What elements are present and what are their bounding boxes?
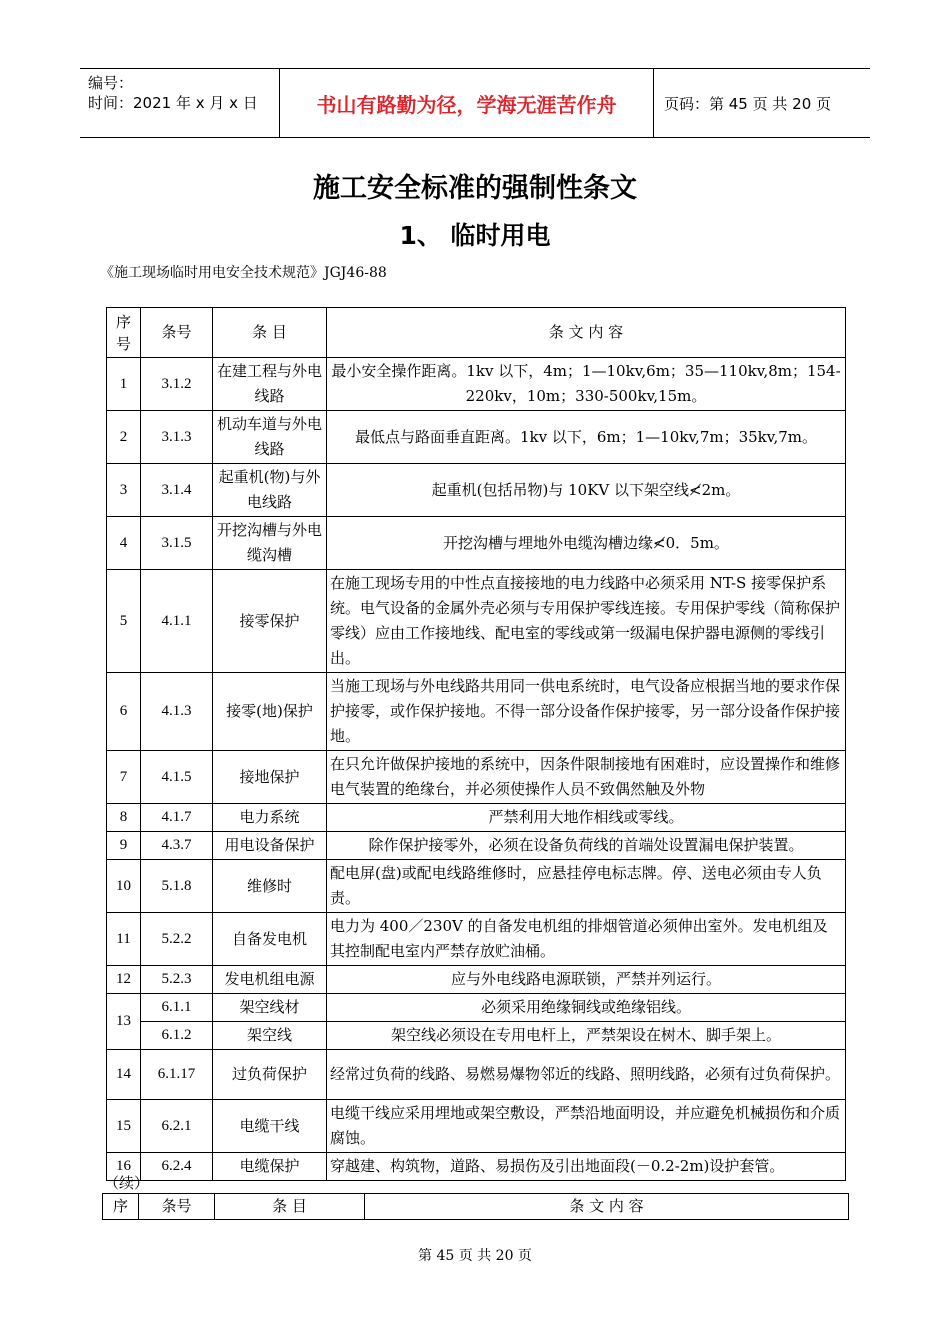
page-header [80, 68, 870, 138]
row-clause: 3.1.2 [141, 358, 213, 411]
row-content: 最低点与路面垂直距离。1kv 以下，6m；1—10kv,7m；35kv,7m。 [327, 411, 846, 464]
row-content: 电缆干线应采用埋地或架空敷设，严禁沿地面明设，并应避免机械损伤和介质腐蚀。 [327, 1100, 846, 1153]
row-seq: 1 [107, 358, 141, 411]
table-row [107, 860, 846, 913]
row-item: 起重机(物)与外电线路 [213, 464, 327, 517]
row-item: 电力系统 [213, 804, 327, 832]
row-item: 过负荷保护 [213, 1050, 327, 1100]
row-seq: 7 [107, 751, 141, 804]
row-item: 架空线 [213, 1022, 327, 1050]
table-row [107, 1100, 846, 1153]
table-row [107, 1050, 846, 1100]
clauses-table [106, 307, 846, 1181]
row-clause: 5.1.8 [141, 860, 213, 913]
header-motto: 书山有路勤为径，学海无涯苦作舟 [280, 69, 654, 137]
row-seq: 5 [107, 570, 141, 673]
header-content: 条 文 内 容 [327, 308, 846, 358]
continued-header-row [103, 1194, 849, 1220]
header-seq: 序号 [107, 308, 141, 358]
row-content: 当施工现场与外电线路共用同一供电系统时，电气设备应根据当地的要求作保护接零，或作保护接地。不得一部分设备作保护接零，另一部分设备作保护接地。 [327, 673, 846, 751]
row-item: 电缆干线 [213, 1100, 327, 1153]
continued-label: （续） [104, 1174, 150, 1192]
row-item: 电缆保护 [213, 1153, 327, 1181]
row-content: 必须采用绝缘铜线或绝缘铝线。 [327, 994, 846, 1022]
row-clause: 3.1.5 [141, 517, 213, 570]
table-row [107, 913, 846, 966]
row-seq: 9 [107, 832, 141, 860]
table-row [107, 804, 846, 832]
reference-standard: 《施工现场临时用电安全技术规范》JGJ46-88 [100, 265, 387, 281]
row-content: 配电屏(盘)或配电线路维修时，应悬挂停电标志牌。停、送电必须由专人负责。 [327, 860, 846, 913]
header-meta [80, 69, 280, 137]
row-seq: 6 [107, 673, 141, 751]
row-clause: 4.3.7 [141, 832, 213, 860]
row-seq: 11 [107, 913, 141, 966]
cont-header-item: 条 目 [215, 1194, 365, 1220]
row-item: 机动车道与外电线路 [213, 411, 327, 464]
row-seq: 16 [107, 1153, 141, 1181]
row-item: 接零(地)保护 [213, 673, 327, 751]
header-clause: 条号 [141, 308, 213, 358]
row-item: 接零保护 [213, 570, 327, 673]
row-seq: 3 [107, 464, 141, 517]
row-clause: 6.2.4 [141, 1153, 213, 1181]
row-clause: 6.1.1 [141, 994, 213, 1022]
row-item: 开挖沟槽与外电缆沟槽 [213, 517, 327, 570]
row-clause: 4.1.7 [141, 804, 213, 832]
row-clause: 4.1.1 [141, 570, 213, 673]
row-content: 开挖沟槽与埋地外电缆沟槽边缘≮0．5m。 [327, 517, 846, 570]
row-clause: 3.1.4 [141, 464, 213, 517]
table-row [107, 570, 846, 673]
row-seq: 10 [107, 860, 141, 913]
cont-header-seq: 序 [103, 1194, 139, 1220]
row-item: 用电设备保护 [213, 832, 327, 860]
table-row [107, 966, 846, 994]
table-row [107, 1153, 846, 1181]
document-number-label: 编号： [88, 74, 134, 92]
table-row [107, 464, 846, 517]
document-title: 施工安全标准的强制性条文 [313, 173, 637, 204]
cont-header-clause: 条号 [139, 1194, 215, 1220]
table-row [107, 832, 846, 860]
row-content: 架空线必须设在专用电杆上，严禁架设在树木、脚手架上。 [327, 1022, 846, 1050]
row-seq: 15 [107, 1100, 141, 1153]
row-item: 在建工程与外电线路 [213, 358, 327, 411]
header-page-info: 页码：第 45 页 共 20 页 [664, 94, 832, 113]
page-footer: 第 45 页 共 20 页 [418, 1248, 532, 1264]
row-content: 在只允许做保护接地的系统中，因条件限制接地有困难时，应设置操作和维修电气装置的绝缘台，并必须使操作人员不致偶然触及外物 [327, 751, 846, 804]
table-row [107, 358, 846, 411]
row-clause: 4.1.5 [141, 751, 213, 804]
row-item: 架空线材 [213, 994, 327, 1022]
row-content: 穿越建、构筑物，道路、易损伤及引出地面段(－0.2-2m)设护套管。 [327, 1153, 846, 1181]
row-seq: 2 [107, 411, 141, 464]
row-seq: 12 [107, 966, 141, 994]
row-clause: 5.2.3 [141, 966, 213, 994]
table-row [107, 1022, 846, 1050]
row-content: 严禁利用大地作相线或零线。 [327, 804, 846, 832]
row-clause: 6.2.1 [141, 1100, 213, 1153]
row-content: 最小安全操作距离。1kv 以下，4m；1—10kv,6m；35—110kv,8m；154-220kv，10m；330-500kv,15m。 [327, 358, 846, 411]
cont-header-content: 条 文 内 容 [365, 1194, 849, 1220]
row-clause: 5.2.2 [141, 913, 213, 966]
row-content: 应与外电线路电源联锁，严禁并列运行。 [327, 966, 846, 994]
table-row [107, 751, 846, 804]
row-item: 接地保护 [213, 751, 327, 804]
row-content: 除作保护接零外，必须在设备负荷线的首端处设置漏电保护装置。 [327, 832, 846, 860]
header-item: 条 目 [213, 308, 327, 358]
table-row [107, 411, 846, 464]
table-header-row [107, 308, 846, 358]
row-seq: 8 [107, 804, 141, 832]
row-content: 起重机(包括吊物)与 10KV 以下架空线≮2m。 [327, 464, 846, 517]
row-seq: 13 [107, 994, 141, 1050]
row-item: 发电机组电源 [213, 966, 327, 994]
row-seq: 14 [107, 1050, 141, 1100]
continued-table-header [102, 1193, 849, 1220]
row-clause: 6.1.2 [141, 1022, 213, 1050]
row-item: 自备发电机 [213, 913, 327, 966]
table-row [107, 994, 846, 1022]
document-date: 时间：2021 年 x 月 x 日 [88, 94, 258, 112]
row-content: 经常过负荷的线路、易燃易爆物邻近的线路、照明线路，必须有过负荷保护。 [327, 1050, 846, 1100]
section-heading: 1、 临时用电 [399, 221, 551, 250]
row-content: 在施工现场专用的中性点直接接地的电力线路中必须采用 NT-S 接零保护系统。电气设备的金属外壳必须与专用保护零线连接。专用保护零线（简称保护零线）应由工作接地线、配电室的零线或第一级漏电保护器电源侧的零线引出。 [327, 570, 846, 673]
row-item: 维修时 [213, 860, 327, 913]
row-clause: 4.1.3 [141, 673, 213, 751]
row-seq: 4 [107, 517, 141, 570]
table-row [107, 673, 846, 751]
row-clause: 3.1.3 [141, 411, 213, 464]
row-clause: 6.1.17 [141, 1050, 213, 1100]
table-row [107, 517, 846, 570]
row-content: 电力为 400／230V 的自备发电机组的排烟管道必须伸出室外。发电机组及其控制配电室内严禁存放贮油桶。 [327, 913, 846, 966]
